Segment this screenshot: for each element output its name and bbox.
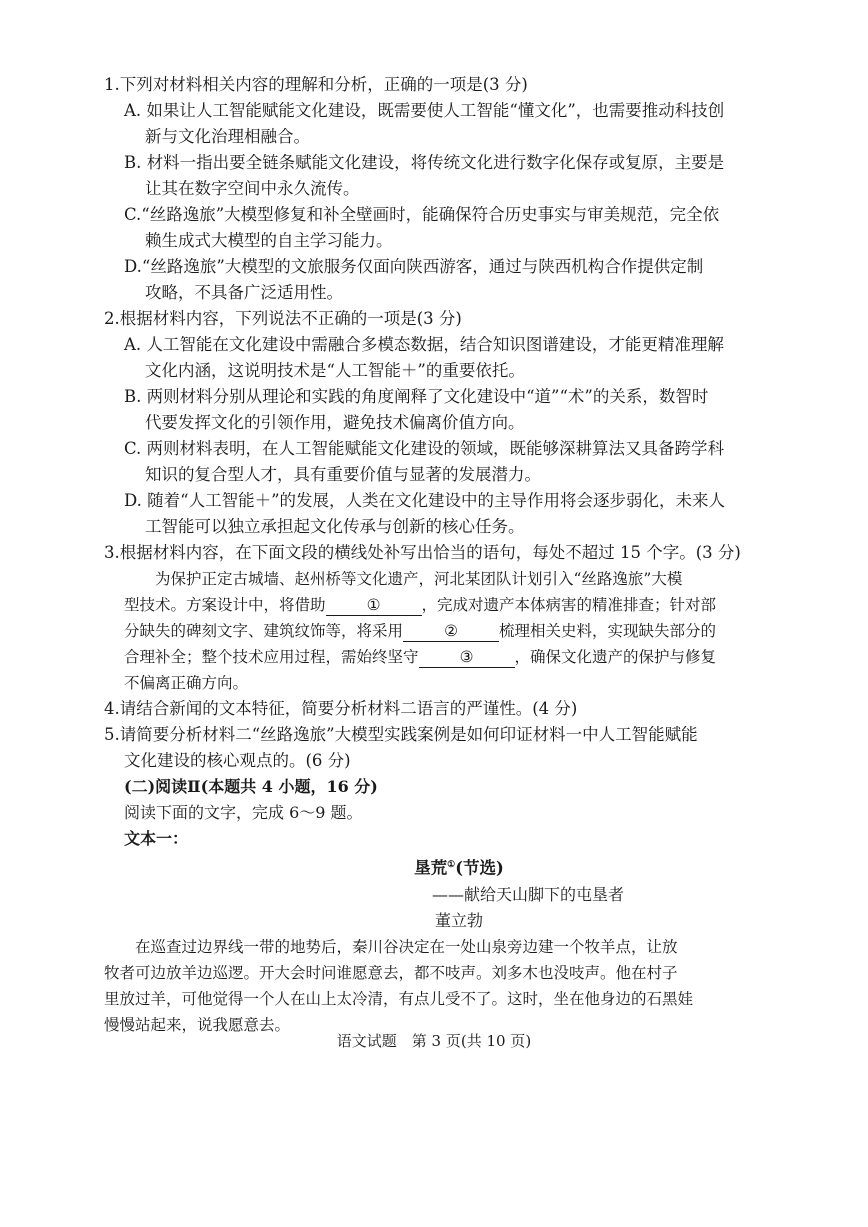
q1-option-a-line2: 新与文化治理相融合。 (145, 127, 310, 146)
passage-line-3: 里放过羊，可他觉得一个人在山上太冷清，有点儿受不了。这时，坐在他身边的石黑娃 (104, 989, 694, 1008)
q1-option-c-line2: 赖生成式大模型的自主学习能力。 (145, 231, 393, 250)
q3-passage-line4 (124, 644, 774, 670)
q1-option-d (104, 254, 774, 306)
q1-option-a-line1: A. 如果让人工智能赋能文化建设，既需要使人工智能“懂文化”，也需要推动科技创 (124, 101, 725, 120)
q2-option-a-line1: A. 人工智能在文化建设中需融合多模态数据，结合知识图谱建设，才能更精准理解 (124, 335, 724, 354)
q3-passage-line2 (124, 592, 774, 618)
q3-text-2a: 型技术。方案设计中，将借助 (124, 596, 326, 614)
question-4: 4.请结合新闻的文本特征，简要分析材料二语言的严谨性。(4 分) (104, 699, 578, 718)
q2-option-c-line2: 知识的复合型人才，具有重要价值与显著的发展潜力。 (145, 465, 541, 484)
q3-passage-line1: 为保护正定古城墙、赵州桥等文化遗产，河北某团队计划引入“丝路逸旅”大模 (155, 570, 683, 588)
page-footer: 语文试题 第 3 页(共 10 页) (336, 1032, 532, 1050)
q2-option-a (104, 332, 774, 384)
q1-option-b-line2: 让其在数字空间中永久流传。 (145, 179, 360, 198)
q1-option-b (104, 150, 774, 202)
q2-option-d-line1: D. 随着“人工智能＋”的发展，人类在文化建设中的主导作用将会逐步弱化，未来人 (124, 491, 726, 510)
q2-option-b (104, 384, 774, 436)
q1-option-d-line2: 攻略，不具备广泛适用性。 (145, 283, 343, 302)
q1-option-a (104, 98, 774, 150)
passage-author: 董立勃 (434, 910, 483, 930)
passage-title-text: 垦荒 (414, 858, 448, 878)
question-5-line1: 5.请简要分析材料二“丝路逸旅”大模型实践案例是如何印证材料一中人工智能赋能 (104, 725, 698, 744)
passage-line-4: 慢慢站起来，说我愿意去。 (104, 1015, 291, 1034)
passage-title (104, 852, 774, 882)
q2-option-d-line2: 工智能可以独立承担起文化传承与创新的核心任务。 (145, 517, 525, 536)
q2-option-a-line2: 文化内涵，这说明技术是“人工智能＋”的重要依托。 (145, 361, 525, 380)
text-one-label: 文本一： (124, 829, 189, 848)
q2-option-c (104, 436, 774, 488)
blank-1[interactable]: ① (326, 595, 422, 616)
q3-text-3a: 分缺失的碑刻文字、建筑纹饰等，将采用 (124, 622, 404, 640)
question-2-stem: 2.根据材料内容，下列说法不正确的一项是(3 分) (104, 309, 462, 328)
question-2 (104, 306, 774, 540)
q3-text-4a: 合理补全；整个技术应用过程，需始终坚守 (124, 648, 419, 666)
q1-option-b-line1: B. 材料一指出要全链条赋能文化建设，将传统文化进行数字化保存或复原，主要是 (124, 153, 725, 172)
section-heading: (二)阅读Ⅱ(本题共 4 小题，16 分) (124, 777, 378, 796)
q3-text-4b: ，确保文化遗产的保护与修复 (514, 648, 717, 666)
title-footnote-mark: ① (447, 860, 456, 870)
blank-3[interactable]: ③ (419, 647, 515, 668)
passage-title-suffix: (节选) (455, 858, 504, 878)
passage-body (104, 934, 774, 1038)
question-1-stem: 1.下列对材料相关内容的理解和分析，正确的一项是(3 分) (104, 75, 528, 94)
question-5 (104, 722, 774, 774)
q3-text-3b: 梳理相关史料，实现缺失部分的 (499, 622, 717, 640)
question-1 (104, 72, 774, 306)
page-content (104, 72, 774, 1038)
q2-option-b-line2: 代要发挥文化的引领作用，避免技术偏离价值方向。 (145, 413, 525, 432)
passage-line-1: 在巡查过边界线一带的地势后，秦川谷决定在一处山泉旁边建一个牧羊点，让放 (135, 937, 678, 956)
q1-option-d-line1: D.“丝路逸旅”大模型的文旅服务仅面向陕西游客，通过与陕西机构合作提供定制 (124, 257, 704, 276)
q3-text-2b: ，完成对遗产本体病害的精准排查；针对部 (421, 596, 717, 614)
blank-2[interactable]: ② (403, 621, 499, 642)
passage-subtitle: ——献给天山脚下的屯垦者 (431, 884, 624, 904)
q2-option-d (104, 488, 774, 540)
passage-line-2: 牧者可边放羊边巡逻。开大会时问谁愿意去，都不吱声。刘多木也没吱声。他在村子 (104, 963, 678, 982)
question-3 (104, 540, 774, 696)
q3-passage-line5: 不偏离正确方向。 (124, 674, 249, 692)
q2-option-b-line1: B. 两则材料分别从理论和实践的角度阐释了文化建设中“道”“术”的关系，数智时 (124, 387, 709, 406)
q3-passage-line3 (124, 618, 774, 644)
q1-option-c (104, 202, 774, 254)
q3-passage (104, 566, 774, 696)
q2-option-c-line1: C. 两则材料表明，在人工智能赋能文化建设的领域，既能够深耕算法又具备跨学科 (124, 439, 725, 458)
q1-option-c-line1: C.“丝路逸旅”大模型修复和补全壁画时，能确保符合历史事实与审美规范，完全依 (124, 205, 720, 224)
question-5-line2: 文化建设的核心观点的。(6 分) (124, 751, 351, 770)
section-instruction: 阅读下面的文字，完成 6～9 题。 (124, 803, 363, 822)
question-3-stem: 3.根据材料内容，在下面文段的横线处补写出恰当的语句，每处不超过 15 个字。(3 分) (104, 543, 741, 562)
